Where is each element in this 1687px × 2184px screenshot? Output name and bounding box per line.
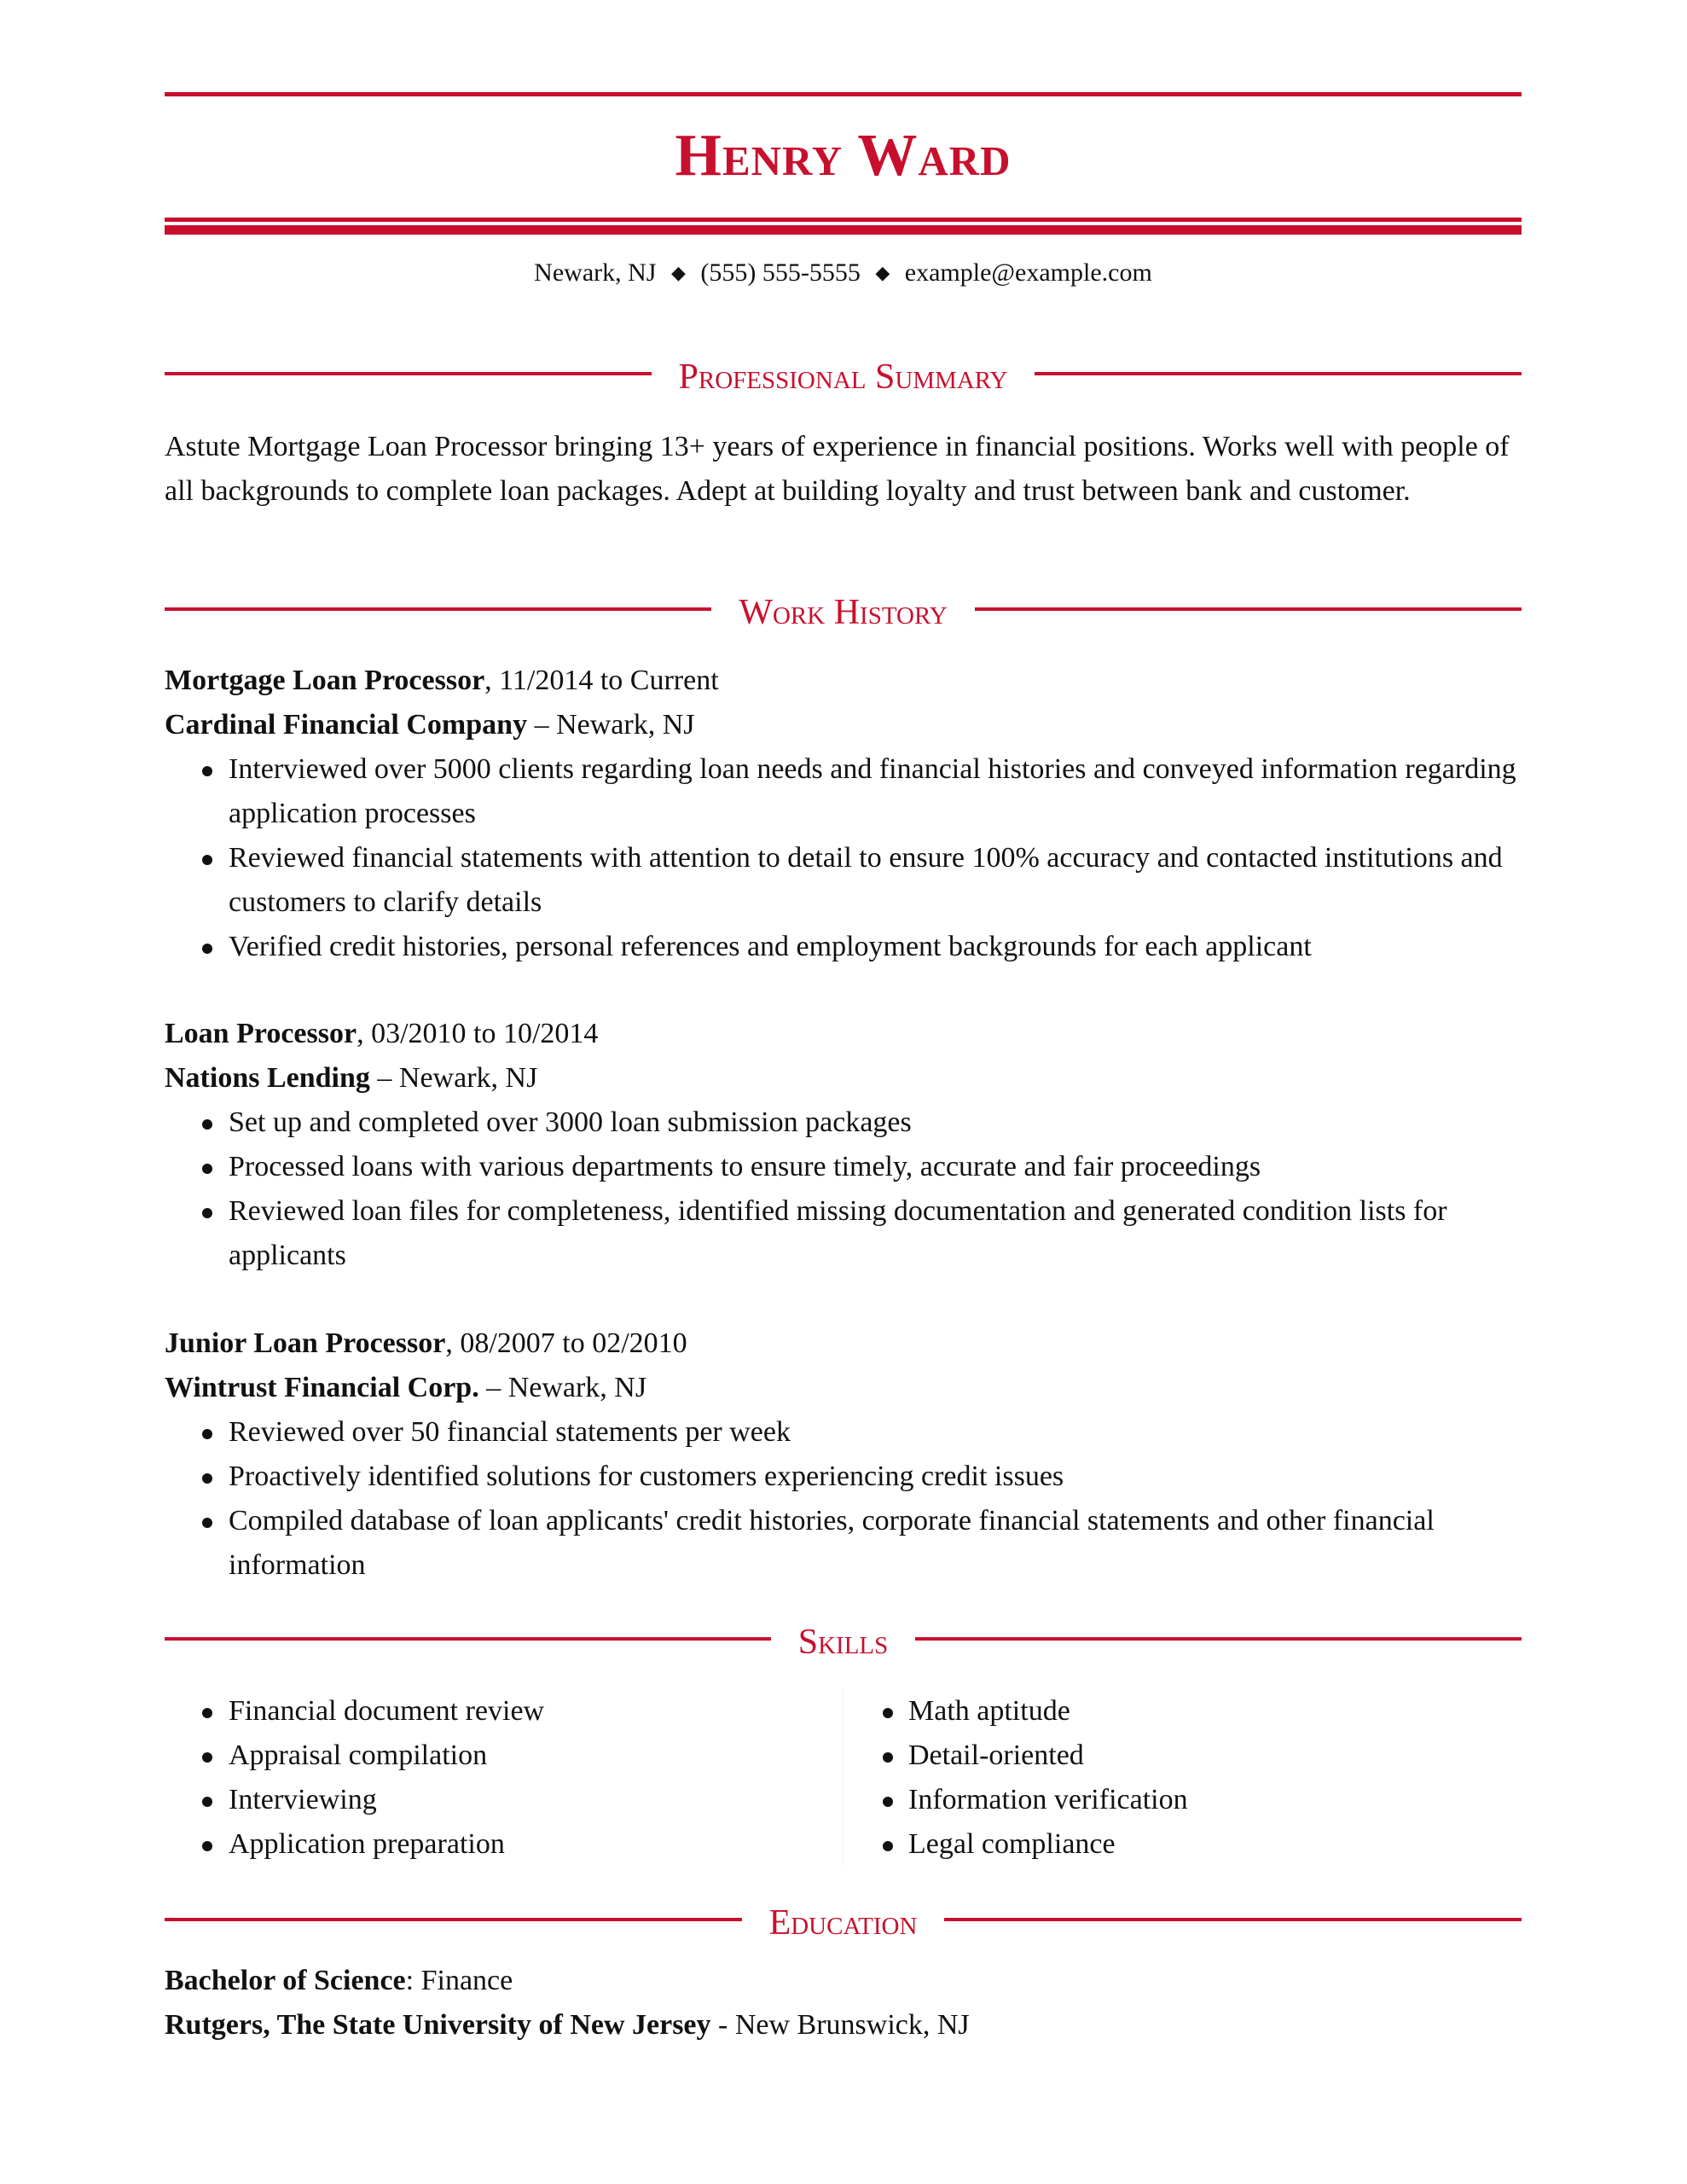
divider-line	[165, 372, 652, 375]
diamond-icon: ◆	[875, 262, 890, 283]
degree: Bachelor of Science	[165, 1965, 406, 1996]
job-title-line	[165, 659, 1522, 703]
skill-item: Appraisal compilation	[165, 1734, 843, 1778]
school-location: - New Brunswick, NJ	[710, 2009, 970, 2041]
section-title: Education	[768, 1903, 918, 1943]
divider-line	[975, 607, 1522, 611]
job-position: Junior Loan Processor	[165, 1327, 446, 1359]
job-title-line	[165, 1012, 1522, 1056]
job-company: Wintrust Financial Corp.	[165, 1372, 479, 1403]
divider-line	[1035, 372, 1522, 375]
field-of-study: : Finance	[405, 1965, 513, 1996]
job-bullet: Interviewed over 5000 clients regarding loan needs and financial histories and conveyed information regarding application processes	[165, 747, 1522, 836]
job-dates: , 03/2010 to 10/2014	[357, 1018, 599, 1049]
job-title-line	[165, 1321, 1522, 1366]
skill-item: Detail-oriented	[844, 1734, 1522, 1778]
job-bullet: Reviewed loan files for completeness, identified missing documentation and generated condition lists for applicants	[165, 1189, 1522, 1278]
section-title: Skills	[797, 1623, 889, 1662]
job-bullet: Compiled database of loan applicants' credit histories, corporate financial statements and other financial information	[165, 1499, 1522, 1588]
header-top-rule	[165, 92, 1522, 96]
job-bullet: Processed loans with various departments to ensure timely, accurate and fair proceedings	[165, 1145, 1522, 1189]
school-line	[165, 2003, 1522, 2048]
job-company: Cardinal Financial Company	[165, 709, 528, 741]
skills-column-left	[165, 1689, 844, 1867]
job-bullet: Proactively identified solutions for customers experiencing credit issues	[165, 1455, 1522, 1499]
section-header-skills	[165, 1613, 1522, 1664]
skill-item: Legal compliance	[844, 1822, 1522, 1867]
job-entry	[165, 1012, 1522, 1278]
job-dates: , 08/2007 to 02/2010	[445, 1327, 687, 1359]
skill-item: Interviewing	[165, 1778, 843, 1822]
contact-phone: (555) 555-5555	[700, 258, 861, 287]
job-entry	[165, 1321, 1522, 1588]
degree-line	[165, 1959, 1522, 2003]
section-header-education	[165, 1894, 1522, 1945]
divider-line	[165, 1918, 742, 1921]
divider-line	[165, 607, 711, 611]
job-dates: , 11/2014 to Current	[484, 665, 719, 696]
job-bullet: Set up and completed over 3000 loan submission packages	[165, 1101, 1522, 1145]
section-title: Professional Summary	[678, 357, 1008, 397]
contact-email[interactable]: example@example.com	[904, 258, 1152, 287]
job-location: – Newark, NJ	[369, 1062, 538, 1094]
contact-location: Newark, NJ	[534, 258, 657, 287]
job-position: Loan Processor	[165, 1018, 357, 1049]
school-name: Rutgers, The State University of New Jersey	[165, 2009, 711, 2041]
skill-item: Application preparation	[165, 1822, 843, 1867]
summary-text: Astute Mortgage Loan Processor bringing 13+ years of experience in financial positions. Works well with people of all backgrounds to complete loan packages. Adept at building loyalty and trust between bank and customer.	[165, 431, 1510, 507]
job-position: Mortgage Loan Processor	[165, 665, 485, 696]
job-location: – Newark, NJ	[478, 1372, 647, 1403]
job-bullets	[165, 1101, 1522, 1278]
diamond-icon: ◆	[670, 262, 686, 283]
skills-list	[165, 1689, 1522, 1867]
divider-line	[165, 1637, 771, 1641]
job-bullet: Verified credit histories, personal references and employment backgrounds for each applicant	[165, 925, 1522, 969]
skill-item: Financial document review	[165, 1689, 843, 1734]
education-entry	[165, 1959, 1522, 2048]
job-bullets	[165, 747, 1522, 969]
skill-item: Information verification	[844, 1778, 1522, 1822]
skills-column-right	[844, 1689, 1522, 1867]
job-location: – Newark, NJ	[527, 709, 695, 741]
divider-line	[915, 1637, 1522, 1641]
section-title: Work History	[739, 593, 948, 632]
divider-line	[944, 1918, 1522, 1921]
job-company-line	[165, 1056, 1522, 1101]
header-rule-thick	[165, 225, 1522, 235]
section-header-summary	[165, 348, 1522, 399]
job-company: Nations Lending	[165, 1062, 370, 1094]
candidate-name: Henry Ward	[675, 123, 1012, 189]
job-entry	[165, 659, 1522, 969]
skill-item: Math aptitude	[844, 1689, 1522, 1734]
job-bullet: Reviewed financial statements with attention to detail to ensure 100% accuracy and contacted institutions and customers to clarify details	[165, 836, 1522, 925]
job-company-line	[165, 1366, 1522, 1410]
header-rule-thin	[165, 218, 1522, 222]
contact-line	[165, 256, 1522, 292]
job-bullet: Reviewed over 50 financial statements per week	[165, 1410, 1522, 1455]
job-company-line	[165, 703, 1522, 747]
job-bullets	[165, 1410, 1522, 1588]
section-header-work	[165, 584, 1522, 635]
